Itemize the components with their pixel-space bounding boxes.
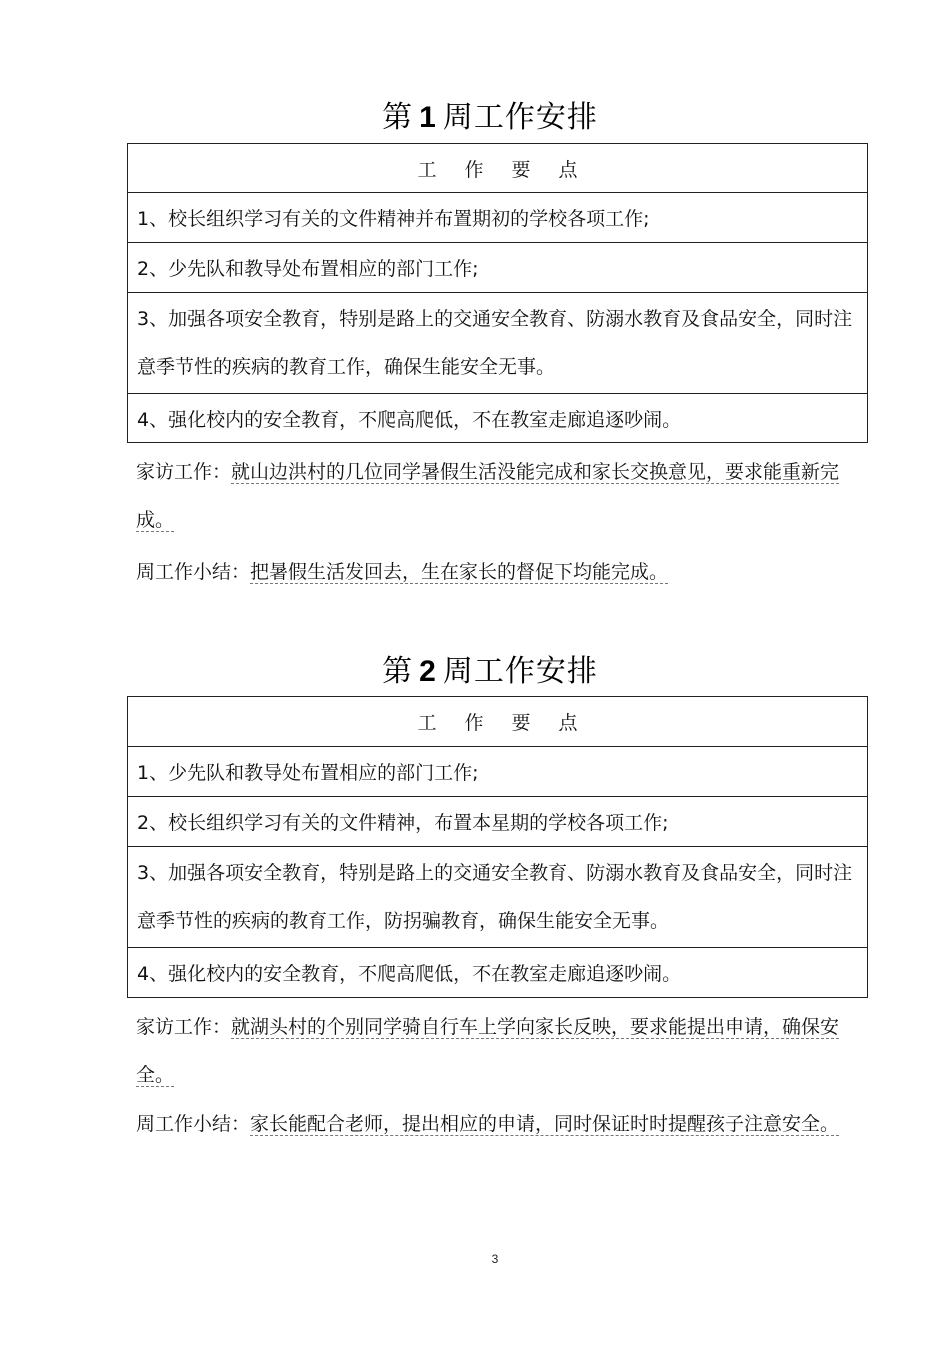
week-2-title [0,654,950,690]
plan-item: 4、强化校内的安全教育，不爬高爬低，不在教室走廊追逐吵闹。 [128,394,868,443]
week-2-title-prefix: 第 [382,654,414,689]
plan-item: 2、校长组织学习有关的文件精神，布置本星期的学校各项工作; [128,797,868,847]
summary-label: 周工作小结： [136,561,251,583]
week-1-title-prefix: 第 [382,100,414,135]
summary-label: 周工作小结： [136,1113,251,1135]
summary-text: 把暑假生活发回去，生在家长的督促下均能完成。 [250,561,669,583]
home-visit-text: 就湖头村的个别同学骑自行车上学向家长反映，要求能提出申请，确保安全。 [136,1016,840,1086]
week-2-plan-table [127,696,868,998]
week-1-title [0,100,950,136]
week-2-number: 2 [419,655,437,688]
week-2-title-suffix: 周工作安排 [442,654,598,689]
week-2-summary [136,1100,861,1148]
table-header: 工作要点 [128,697,868,747]
plan-item: 4、强化校内的安全教育，不爬高爬低，不在教室走廊追逐吵闹。 [128,948,868,998]
page-number: 3 [491,1252,499,1266]
week-2-home-visit [136,1003,861,1099]
home-visit-label: 家访工作： [136,1016,232,1038]
plan-item: 3、加强各项安全教育，特别是路上的交通安全教育、防溺水教育及食品安全，同时注意季节性的疾病的教育工作，确保生能安全无事。 [128,293,868,394]
week-1-summary [136,548,861,596]
home-visit-label: 家访工作： [136,461,232,483]
plan-item: 3、加强各项安全教育，特别是路上的交通安全教育、防溺水教育及食品安全，同时注意季节性的疾病的教育工作，防拐骗教育，确保生能安全无事。 [128,847,868,948]
plan-item: 2、少先队和教导处布置相应的部门工作; [128,243,868,293]
plan-item: 1、校长组织学习有关的文件精神并布置期初的学校各项工作; [128,193,868,243]
home-visit-text: 就山边洪村的几位同学暑假生活没能完成和家长交换意见，要求能重新完成。 [136,461,840,531]
week-1-title-suffix: 周工作安排 [442,100,598,135]
summary-text: 家长能配合老师，提出相应的申请，同时保证时时提醒孩子注意安全。 [250,1113,840,1135]
week-1-number: 1 [419,101,437,134]
week-1-plan-table [127,143,868,443]
plan-item: 1、少先队和教导处布置相应的部门工作; [128,747,868,797]
table-header: 工作要点 [128,144,868,193]
week-1-home-visit [136,448,861,544]
